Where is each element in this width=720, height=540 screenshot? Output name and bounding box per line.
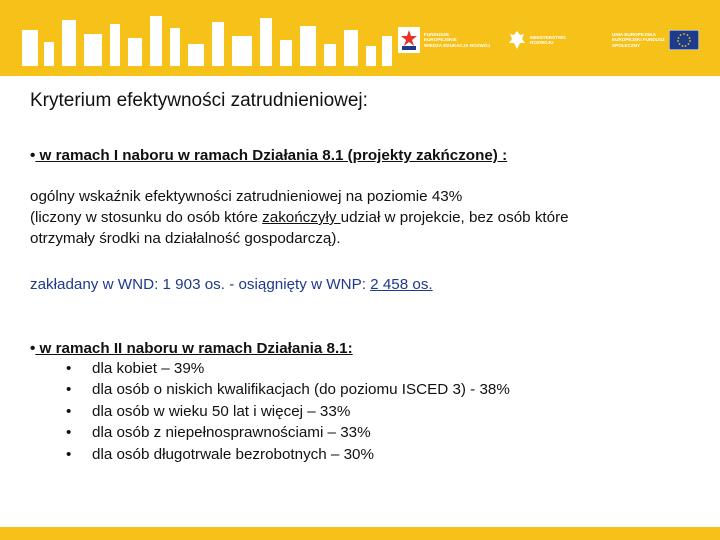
decor-block [84,34,102,66]
decor-block [22,30,38,66]
decor-block [62,20,76,66]
para-line-2-start: (liczony w stosunku do osób które [30,209,263,226]
decor-block [150,16,162,66]
list-item [66,379,510,400]
decor-block [128,38,142,66]
fundusze-europejskie-logo: FUNDUSZE EUROPEJSKIE WIEDZA EDUKACJA ROZWÓJ [398,18,490,62]
header-band [0,0,720,76]
star-icon [398,27,420,53]
section1-paragraph [30,186,569,249]
bullet: • [66,402,72,420]
decor-block [110,24,120,66]
decor-block [170,28,180,66]
list-item-text: dla osób w wieku 50 lat i więcej – 33% [92,402,351,420]
decor-block [382,36,392,66]
bullet: • [66,445,72,463]
para-line-2-end: udział w projekcie, bez osób które [340,209,569,226]
decor-block [260,18,272,66]
ministerstwo-logo: MINISTERSTWO ROZWOJU [508,18,566,62]
list-item [66,401,510,422]
list-item [66,444,510,465]
decor-block [280,40,292,66]
decor-block [212,22,224,66]
achieved-value: 2 458 os. [370,276,433,293]
decor-block [232,36,252,66]
list-item-text: dla osób długotrwale bezrobotnych – 30% [92,445,374,463]
decor-block [300,26,316,66]
decor-block [366,46,376,66]
eu-flag-icon [669,30,699,50]
bullet: • [30,147,36,164]
bullet: • [66,360,72,377]
footer-band [0,527,720,540]
list-item-text: dla osób o niskich kwalifikacjach (do poziomu ISCED 3) - 38% [92,381,510,399]
bullet: • [66,381,72,399]
section2-heading [30,338,353,359]
list-item-text: dla osób z niepełnosprawnościami – 33% [92,424,371,442]
para-line-2 [30,207,569,228]
para-line-3: otrzymały środki na działalność gospodarczą). [30,230,341,247]
criteria-list [66,358,510,465]
decor-block [344,30,358,66]
decor-block [324,44,336,66]
section1-heading-text: w ramach I naboru w ramach Działania 8.1 (projekty zakńczone) : [35,147,508,164]
planned-achieved-line [30,274,433,295]
eagle-emblem-icon [508,29,526,51]
bullet: • [66,424,72,442]
decor-block [44,42,54,66]
para-line-2-underlined: zakończyły [262,209,341,226]
eu-flag-logo: UNIA EUROPEJSKA EUROPEJSKI FUNDUSZ SPOŁECZNY [612,18,699,62]
page-title: Kryterium efektywności zatrudnieniowej: [30,90,368,111]
section2-heading-text: w ramach II naboru w ramach Działania 8.1: [35,340,353,357]
para-line-1: ogólny wskaźnik efektywności zatrudnieniowej na poziomie 43% [30,188,463,205]
planned-label: zakładany w WND: 1 903 os. - osiągnięty w WNP: [30,276,371,293]
list-item [66,358,510,379]
list-item-text: dla kobiet – 39% [92,360,205,377]
bullet: • [30,340,36,357]
decor-block [188,44,204,66]
list-item [66,422,510,443]
section1-heading [30,145,507,166]
